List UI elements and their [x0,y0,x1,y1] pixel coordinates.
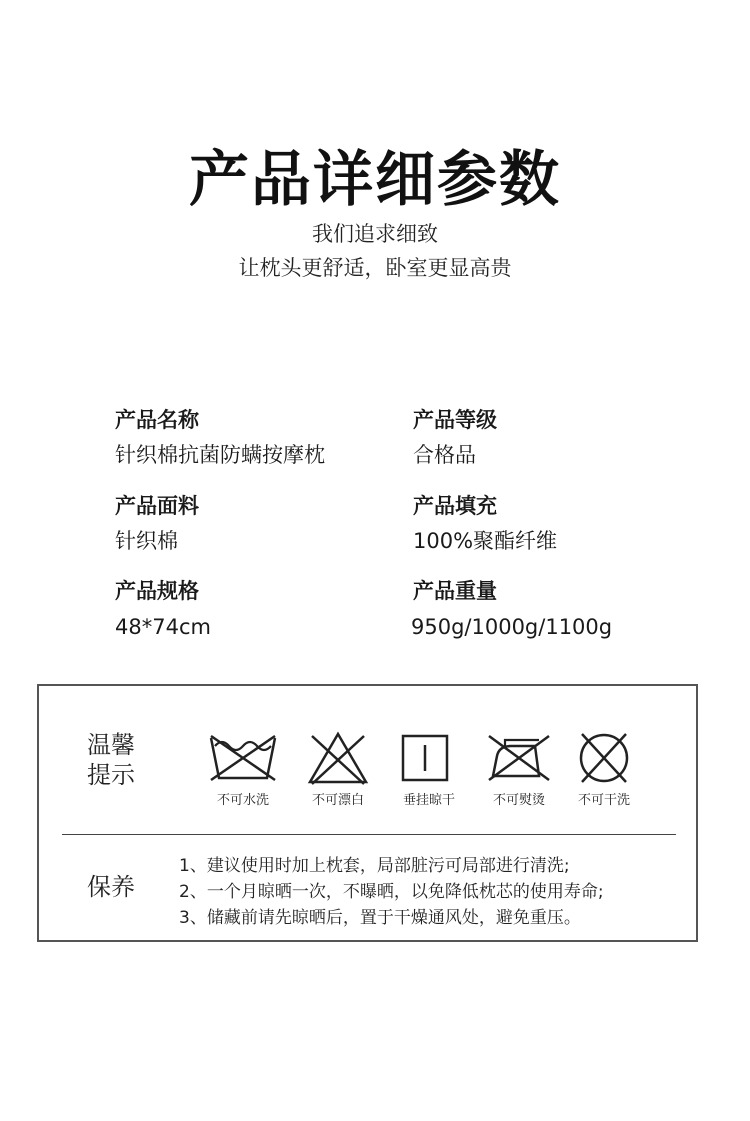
page-title: 产品详细参数 [189,145,561,215]
param-size-label: 产品规格 [115,579,199,603]
no-bleach-label: 不可漂白 [311,793,364,808]
no-water-wash-label: 不可水洗 [216,793,269,808]
param-weight-label: 产品重量 [413,579,497,603]
page-subtitle-line2: 让枕头更舒适，卧室更显高贵 [238,256,512,280]
param-fabric-value: 针织棉 [115,529,178,553]
param-grade-value: 合格品 [413,443,476,467]
tips-label-line2: 提示 [87,761,135,789]
param-grade-label: 产品等级 [413,408,497,432]
no-water-wash-icon [207,730,279,786]
maintenance-line-3: 3、储藏前请先晾晒后，置于干燥通风处，避免重压。 [179,908,581,928]
care-divider [62,834,676,835]
param-fabric-label: 产品面料 [115,494,199,518]
tips-label-line1: 温馨 [87,731,135,759]
no-bleach-icon [302,730,374,786]
hang-dry-icon [389,730,461,786]
no-dry-clean-icon [568,730,640,786]
maintenance-line-2: 2、一个月晾晒一次，不曝晒，以免降低枕芯的使用寿命; [179,882,604,902]
no-iron-label: 不可熨烫 [492,793,545,808]
param-filling-label: 产品填充 [413,494,497,518]
param-filling-value: 100%聚酯纤维 [413,529,558,553]
param-weight-value: 950g/1000g/1100g [411,615,613,639]
tips-label [87,730,147,790]
param-name-label: 产品名称 [115,408,199,432]
param-name-value: 针织棉抗菌防螨按摩枕 [115,443,325,467]
param-size-value: 48*74cm [115,615,211,639]
hang-dry-label: 垂挂晾干 [402,793,455,808]
no-iron-icon [483,730,555,786]
maintenance-label: 保养 [87,873,135,901]
no-dry-clean-label: 不可干洗 [577,793,630,808]
maintenance-line-1: 1、建议使用时加上枕套，局部脏污可局部进行清洗; [179,856,570,876]
page-subtitle-line1: 我们追求细致 [312,222,438,246]
